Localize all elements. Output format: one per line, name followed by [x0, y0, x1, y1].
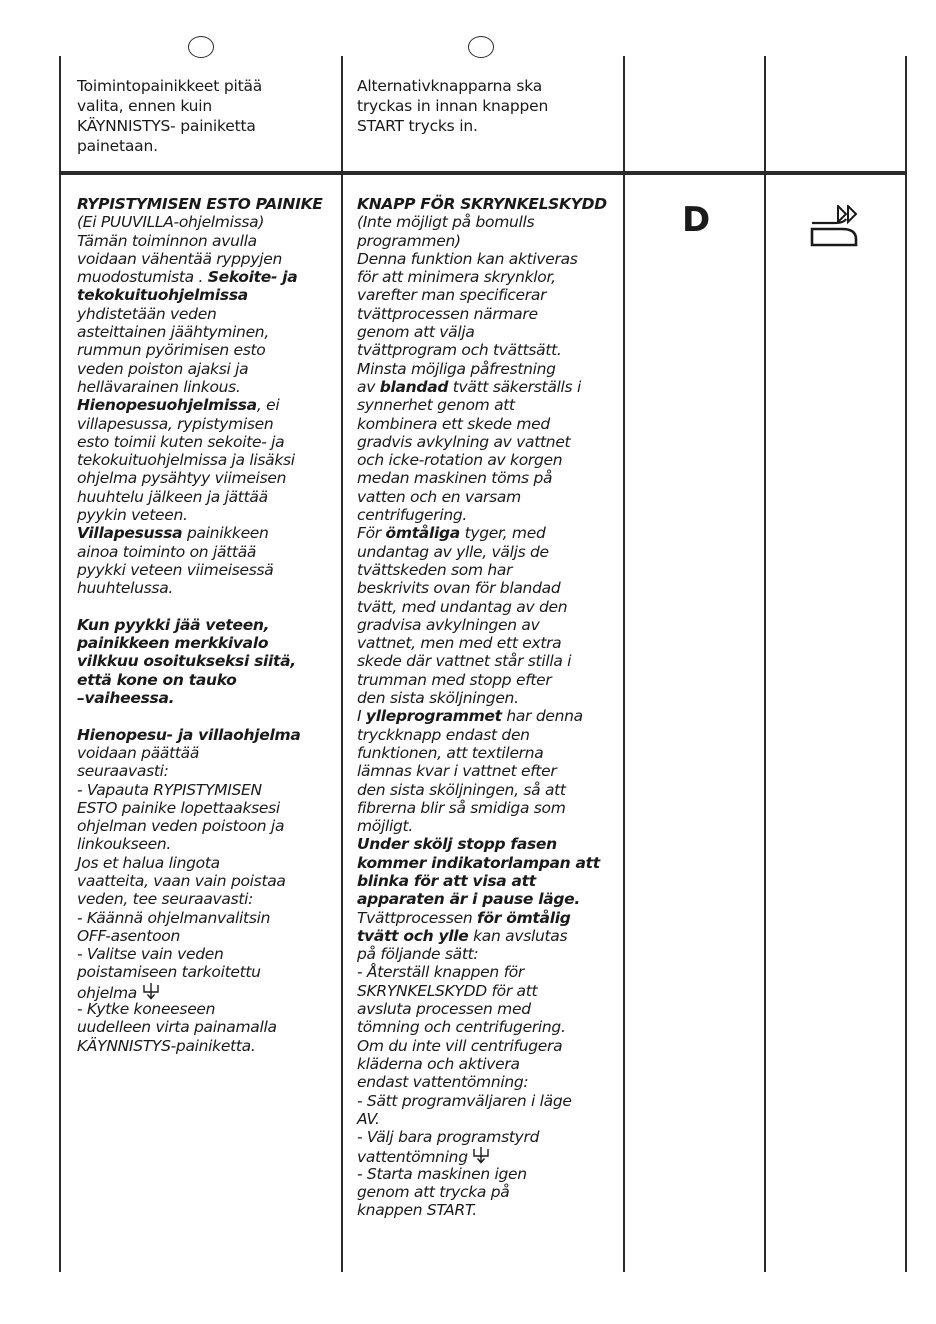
text-run: funktionen, att textilerna [357, 743, 544, 762]
sv-text-line [357, 1073, 607, 1091]
sv-text-line [357, 1037, 607, 1055]
fi-text-line [77, 744, 323, 762]
header-divider [60, 171, 907, 175]
text-run: , ei [256, 396, 280, 415]
sv-text-line [357, 671, 607, 689]
bold-text: Hienopesu- ja villaohjelma [77, 725, 301, 744]
text-run: tyger, med [459, 524, 546, 543]
sv-text-line [357, 890, 607, 908]
sv-text-line [357, 579, 607, 597]
text-run: tryckknapp endast den [357, 725, 530, 744]
sv-text-line [357, 341, 607, 359]
country-circle-icon [188, 36, 214, 58]
sv-text-line [357, 799, 607, 817]
text-run: medan maskinen töms på [357, 469, 553, 488]
text-run: vattentömning [357, 1148, 473, 1167]
text-run: programmen) [357, 231, 461, 250]
fi-intro-line: painetaan. [77, 137, 158, 155]
fi-text-line [77, 415, 323, 433]
sv-text-line [357, 762, 607, 780]
text-run: muodostumista . [77, 268, 208, 287]
text-run: kombinera ett skede med [357, 414, 550, 433]
fi-text-line [77, 726, 323, 744]
text-run: ainoa toiminto on jättää [77, 542, 257, 561]
fi-intro-line: Toimintopainikkeet pitää [77, 77, 263, 95]
sv-text-line [357, 835, 607, 853]
bold-text: blandad [379, 377, 449, 396]
text-run: tvättprocessen närmare [357, 304, 538, 323]
bold-text: apparaten är i pause läge. [357, 890, 580, 909]
fi-intro-line: valita, ennen kuin [77, 97, 213, 115]
fi-text-line [77, 689, 323, 707]
text-run: hellävarainen linkous. [77, 377, 241, 396]
sv-text-line [357, 305, 607, 323]
sv-text-line [357, 268, 607, 286]
text-run: ohjelma pysähtyy viimeisen [77, 469, 287, 488]
text-run: varefter man specificerar [357, 286, 547, 305]
sv-text-line [357, 707, 607, 725]
fi-text-line [77, 561, 323, 579]
sv-text-line [357, 963, 607, 981]
text-run: den sista sköljningen. [357, 689, 519, 708]
text-run: trumman med stopp efter [357, 670, 552, 689]
text-run: kläderna och aktivera [357, 1054, 520, 1073]
fi-text-line [77, 213, 323, 231]
sv-text-line [357, 817, 607, 835]
fi-text-line [77, 634, 323, 652]
text-run: - Sätt programväljaren i läge [357, 1091, 572, 1110]
fi-text-line [77, 250, 323, 268]
sv-text-line [357, 506, 607, 524]
text-run: tekokuituohjelmissa ja lisäksi [77, 451, 295, 470]
text-run: gradvisa avkylningen av [357, 615, 540, 634]
text-run: beskrivits ovan för blandad [357, 579, 561, 598]
text-run: yhdistetään veden [77, 304, 217, 323]
sv-text-line [357, 451, 607, 469]
fi-text-line [77, 469, 323, 487]
sv-text-line [357, 854, 607, 872]
sv-text-line [357, 616, 607, 634]
sv-text-line [357, 543, 607, 561]
sv-text-line [357, 909, 607, 927]
bold-text: Villapesussa [77, 524, 183, 543]
sv-text-line [357, 689, 607, 707]
paragraph-spacer [77, 598, 323, 616]
text-run: voidaan päättää [77, 743, 200, 762]
sv-text-line [357, 744, 607, 762]
bold-text: tekokuituohjelmissa [77, 286, 248, 305]
sv-text-line [357, 433, 607, 451]
text-run: (Inte möjligt på bomulls [357, 213, 535, 232]
text-run: ohjelma [77, 983, 142, 1002]
paragraph-spacer [77, 707, 323, 725]
text-run: rummun pyörimisen esto [77, 341, 266, 360]
bold-text: för ömtålig [477, 908, 571, 927]
text-run: Om du inte vill centrifugera [357, 1036, 563, 1055]
text-run: genom att trycka på [357, 1183, 510, 1202]
sv-text-line [357, 195, 607, 213]
sv-text-line [357, 561, 607, 579]
fi-text-line [77, 1000, 323, 1018]
text-run: - Vapauta RYPISTYMISEN [77, 780, 262, 799]
column-divider [623, 56, 625, 1272]
text-run: möjligt. [357, 817, 413, 836]
text-run: genom att välja [357, 323, 475, 342]
fi-text-line [77, 909, 323, 927]
sv-intro-line: tryckas in innan knappen [357, 97, 549, 115]
sv-text-line [357, 1092, 607, 1110]
text-run: poistamiseen tarkoitettu [77, 963, 261, 982]
sv-text-line [357, 726, 607, 744]
text-run: Tämän toiminnon avulla [77, 231, 257, 250]
bold-text: –vaiheessa. [77, 689, 175, 708]
column-divider [905, 56, 907, 1272]
bold-text: Hienopesuohjelmissa [77, 396, 257, 415]
text-run: I [357, 707, 366, 726]
text-run: av [357, 377, 380, 396]
sv-body-text [357, 195, 607, 1220]
text-run: OFF-asentoon [77, 926, 180, 945]
language-letter: D [682, 200, 711, 240]
text-run: - Kytke koneeseen [77, 1000, 216, 1019]
sv-text-line [357, 634, 607, 652]
sv-text-line [357, 213, 607, 231]
text-run: painikkeen [182, 524, 269, 543]
fi-text-line [77, 305, 323, 323]
fi-text-line [77, 799, 323, 817]
text-run: gradvis avkylning av vattnet [357, 432, 571, 451]
text-run: knappen START. [357, 1201, 477, 1220]
column-divider [341, 56, 343, 1272]
sv-text-line [357, 488, 607, 506]
bold-text: RYPISTYMISEN ESTO PAINIKE [77, 195, 323, 213]
sv-text-line [357, 1201, 607, 1219]
text-run: seuraavasti: [77, 762, 169, 781]
text-run: - Välj bara programstyrd [357, 1128, 540, 1147]
fi-text-line [77, 854, 323, 872]
text-run: Tvättprocessen [357, 908, 477, 927]
bold-text: ylleprogrammet [365, 707, 502, 726]
text-run: vattnet, men med ett extra [357, 634, 562, 653]
text-run: för att minimera skrynklor, [357, 268, 556, 287]
fi-text-line [77, 835, 323, 853]
text-run: uudelleen virta painamalla [77, 1018, 277, 1037]
fi-text-line [77, 396, 323, 414]
text-run: Denna funktion kan aktiveras [357, 249, 578, 268]
fi-intro-line: KÄYNNISTYS- painiketta [77, 117, 256, 135]
text-run: AV. [357, 1109, 380, 1128]
text-run: pyykki veteen viimeisessä [77, 560, 274, 579]
text-run: den sista sköljningen, så att [357, 780, 566, 799]
sv-intro [357, 76, 548, 136]
text-run: - Återställ knappen för [357, 963, 524, 982]
text-run: och icke-rotation av korgen [357, 451, 563, 470]
sv-text-line [357, 396, 607, 414]
text-run: villapesussa, rypistymisen [77, 414, 274, 433]
fi-text-line [77, 341, 323, 359]
fi-intro [77, 76, 262, 156]
sv-intro-line: START trycks in. [357, 117, 478, 135]
bold-text: blinka för att visa att [357, 871, 536, 890]
text-run: fibrerna blir så smidiga som [357, 798, 566, 817]
sv-text-line [357, 982, 607, 1000]
bold-text: tvätt och ylle [357, 926, 469, 945]
fi-text-line [77, 524, 323, 542]
fi-text-line [77, 945, 323, 963]
fi-text-line [77, 579, 323, 597]
text-run: centrifugering. [357, 506, 468, 525]
text-run: endast vattentömning: [357, 1073, 529, 1092]
text-run: tvättprogram och tvättsätt. [357, 341, 562, 360]
sv-text-line [357, 286, 607, 304]
fi-text-line [77, 1018, 323, 1036]
column-divider [764, 56, 766, 1272]
fi-text-line [77, 286, 323, 304]
sv-text-line [357, 524, 607, 542]
bold-text: vilkkuu osoitukseksi siitä, [77, 652, 296, 671]
text-run: asteittainen jäähtyminen, [77, 323, 269, 342]
text-run: lämnas kvar i vattnet efter [357, 762, 557, 781]
bold-text: kommer indikatorlampan att [357, 853, 600, 872]
bold-text: että kone on tauko [77, 670, 237, 689]
text-run: vatten och en varsam [357, 487, 521, 506]
fi-text-line [77, 195, 323, 213]
sv-text-line [357, 360, 607, 378]
bold-text: Kun pyykki jää veteen, [77, 615, 270, 634]
text-run: vaatteita, vaan vain poistaa [77, 871, 286, 890]
column-divider [59, 56, 61, 1272]
sv-text-line [357, 250, 607, 268]
text-run: undantag av ylle, väljs de [357, 542, 549, 561]
sv-text-line [357, 652, 607, 670]
sv-text-line [357, 415, 607, 433]
text-run: synnerhet genom att [357, 396, 515, 415]
text-run: - Valitse vain veden [77, 945, 224, 964]
fi-text-line [77, 616, 323, 634]
text-run: esto toimii kuten sekoite- ja [77, 432, 285, 451]
fi-text-line [77, 890, 323, 908]
sv-text-line [357, 1165, 607, 1183]
sv-text-line [357, 1110, 607, 1128]
text-run: avsluta processen med [357, 1000, 531, 1019]
bold-text: ömtåliga [385, 524, 460, 543]
text-run: huuhtelussa. [77, 579, 174, 598]
bold-text: KNAPP FÖR SKRYNKELSKYDD [357, 195, 607, 213]
country-circle-icon [468, 36, 494, 58]
text-run: ESTO painike lopettaaksesi [77, 798, 280, 817]
text-run: huuhtelu jälkeen ja jättää [77, 487, 268, 506]
text-run: kan avslutas [468, 926, 568, 945]
fi-text-line [77, 268, 323, 286]
fi-text-line [77, 781, 323, 799]
fi-text-line [77, 488, 323, 506]
sv-text-line [357, 378, 607, 396]
sv-text-line [357, 469, 607, 487]
fi-body-text [77, 195, 323, 1055]
bold-text: Under skölj stopp fasen [357, 835, 557, 854]
sv-text-line [357, 323, 607, 341]
text-run: KÄYNNISTYS-painiketta. [77, 1036, 256, 1055]
text-run: ohjelman veden poistoon ja [77, 817, 285, 836]
sv-text-line [357, 872, 607, 890]
anti-crease-icon [808, 205, 864, 253]
fi-text-line [77, 360, 323, 378]
sv-text-line [357, 598, 607, 616]
fi-text-line [77, 963, 323, 981]
bold-text: painikkeen merkkivalo [77, 634, 269, 653]
text-run: Jos et halua lingota [77, 853, 220, 872]
text-run: linkoukseen. [77, 835, 171, 854]
text-run: tvättskeden som har [357, 560, 513, 579]
sv-text-line [357, 781, 607, 799]
sv-text-line [357, 232, 607, 250]
text-run: SKRYNKELSKYDD för att [357, 981, 538, 1000]
fi-text-line [77, 872, 323, 890]
fi-text-line [77, 323, 323, 341]
fi-text-line [77, 927, 323, 945]
text-run: För [357, 524, 386, 543]
fi-text-line [77, 982, 323, 1000]
sv-text-line [357, 1146, 607, 1167]
fi-text-line [77, 232, 323, 250]
sv-text-line [357, 1055, 607, 1073]
sv-intro-line: Alternativknapparna ska [357, 77, 543, 95]
text-run: veden, tee seuraavasti: [77, 890, 254, 909]
text-run: - Käännä ohjelmanvalitsin [77, 908, 271, 927]
text-run: har denna [501, 707, 583, 726]
fi-text-line [77, 671, 323, 689]
fi-text-line [77, 543, 323, 561]
text-run: - Starta maskinen igen [357, 1164, 527, 1183]
text-run: voidaan vähentää ryppyjen [77, 249, 282, 268]
fi-text-line [77, 378, 323, 396]
sv-text-line [357, 1000, 607, 1018]
sv-text-line [357, 927, 607, 945]
sv-text-line [357, 1018, 607, 1036]
sv-text-line [357, 1128, 607, 1146]
text-run: tömning och centrifugering. [357, 1018, 566, 1037]
text-run: tvätt säkerställs i [448, 377, 581, 396]
fi-text-line [77, 1037, 323, 1055]
sv-text-line [357, 1183, 607, 1201]
text-run: tvätt, med undantag av den [357, 597, 568, 616]
fi-text-line [77, 433, 323, 451]
fi-text-line [77, 762, 323, 780]
fi-text-line [77, 652, 323, 670]
text-run: pyykin veteen. [77, 506, 188, 525]
bold-text: Sekoite- ja [207, 268, 298, 287]
fi-text-line [77, 451, 323, 469]
text-run: på följande sätt: [357, 945, 479, 964]
fi-text-line [77, 506, 323, 524]
text-run: Minsta möjliga påfrestning [357, 359, 556, 378]
sv-text-line [357, 945, 607, 963]
text-run: (Ei PUUVILLA-ohjelmissa) [77, 213, 265, 232]
text-run: skede där vattnet står stilla i [357, 652, 572, 671]
text-run: veden poiston ajaksi ja [77, 359, 249, 378]
fi-text-line [77, 817, 323, 835]
